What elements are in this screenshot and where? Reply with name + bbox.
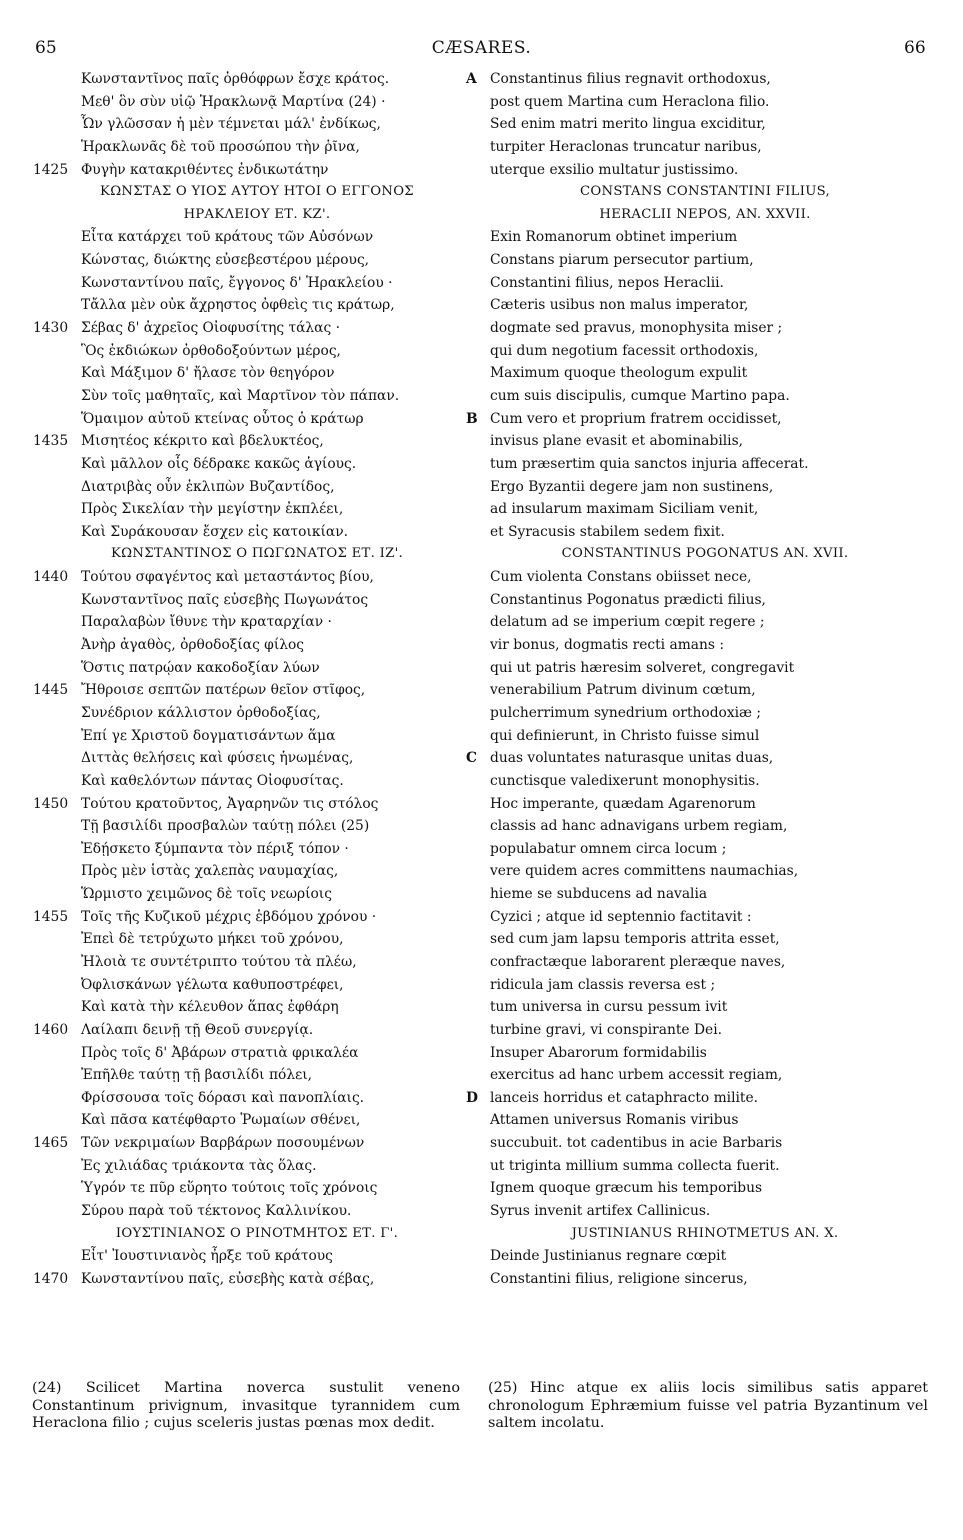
verse-line	[33, 1200, 473, 1223]
verse-line	[466, 589, 936, 612]
verse-line	[33, 679, 473, 702]
verse-line	[33, 385, 473, 408]
margin-letter: D	[466, 1089, 478, 1106]
section-heading: HERACLII NEPOS, AN. XXVII.	[599, 206, 811, 222]
line-text: Πρὸς μὲν ἱστὰς χαλεπὰς ναυμαχίας,	[81, 863, 339, 880]
verse-line	[466, 906, 936, 929]
line-text: Κώνστας, διώκτης εὐσεβεστέρου μέρους,	[81, 252, 370, 269]
verse-line	[33, 634, 473, 657]
line-text: venerabilium Patrum divinum cœtum,	[490, 682, 756, 699]
verse-line	[466, 1177, 936, 1200]
section-heading-line	[33, 1223, 473, 1246]
line-text: Κωνσταντῖνος παῖς εὐσεβὴς Πωγωνάτος	[81, 591, 369, 608]
latin-translation-column	[466, 68, 936, 1291]
line-text: Ὧν γλῶσσαν ἡ μὲν τέμνεται μάλ' ἐνδίκως,	[81, 116, 381, 133]
line-text: vere quidem acres committens naumachias,	[490, 863, 799, 880]
verse-line	[33, 430, 473, 453]
line-text: tum universa in cursu pessum ivit	[490, 999, 728, 1016]
verse-line	[33, 974, 473, 997]
verse-line	[466, 1268, 936, 1291]
line-text: Ἀνὴρ ἀγαθὸς, ὀρθοδοξίας φίλος	[81, 637, 305, 654]
line-text: Καὶ καθελόντων πάντας Οἰοφυσίτας.	[81, 772, 344, 789]
verse-line	[466, 1087, 936, 1110]
line-text: Καὶ πᾶσα κατέφθαρτο Ῥωμαίων σθένει,	[81, 1112, 361, 1129]
line-text: Σέβας δ' ἀχρεῖος Οἰοφυσίτης τάλας ·	[81, 320, 340, 337]
line-text: Συνέδριον κάλλιστον ὀρθοδοξίας,	[81, 704, 321, 721]
line-text: Καὶ μᾶλλον οἷς δέδρακε κακῶς ἁγίους.	[81, 455, 357, 472]
verse-line	[33, 68, 473, 91]
line-number: 1440	[33, 569, 69, 586]
verse-line	[33, 815, 473, 838]
line-text: Hoc imperante, quædam Agarenorum	[490, 795, 756, 812]
verse-line	[33, 249, 473, 272]
verse-line	[33, 453, 473, 476]
verse-line	[33, 611, 473, 634]
line-text: Deinde Justinianus regnare cœpit	[490, 1248, 727, 1265]
line-text: Ἐς χιλιάδας τριάκοντα τὰς ὅλας.	[81, 1157, 317, 1174]
line-text: dogmate sed pravus, monophysita miser ;	[490, 320, 783, 337]
verse-line	[33, 1155, 473, 1178]
verse-line	[33, 657, 473, 680]
line-text: Constantinus filius regnavit orthodoxus,	[490, 71, 771, 87]
line-text: Ἡρακλωνᾶς δὲ τοῦ προσώπου τὴν ῥῖνα,	[81, 138, 360, 155]
verse-line	[466, 747, 936, 770]
page-number-right: 66	[904, 38, 926, 58]
verse-line	[466, 272, 936, 295]
line-text: populabatur omnem circa locum ;	[490, 840, 727, 857]
section-heading: ΙΟΥΣΤΙΝΙΑΝΟΣ Ο ΡΙΝΟΤΜΗΤΟΣ ΕΤ. Γ'.	[115, 1225, 399, 1241]
verse-line	[466, 634, 936, 657]
line-text: qui definierunt, in Christo fuisse simul	[490, 727, 760, 744]
line-text: Καὶ Μάξιμον δ' ἤλασε τὸν θεηγόρον	[81, 365, 335, 382]
line-text: Διττὰς θελήσεις καὶ φύσεις ἡνωμένας,	[81, 750, 354, 767]
line-text: vir bonus, dogmatis recti amans :	[490, 637, 725, 654]
section-heading-line	[466, 543, 936, 566]
line-text: Τἄλλα μὲν οὐκ ἄχρηστος ὀφθεὶς τις κράτωρ,	[81, 297, 395, 314]
verse-line	[466, 793, 936, 816]
line-text: Ἐδῄσκετο ξύμπαντα τὸν πέριξ τόπον ·	[81, 840, 349, 857]
verse-line	[33, 702, 473, 725]
line-text: Κωνσταντίνου παῖς, ἔγγονος δ' Ἡρακλείου ·	[81, 274, 393, 291]
verse-line	[33, 793, 473, 816]
line-text: Σύρου παρὰ τοῦ τέκτονος Καλλινίκου.	[81, 1203, 352, 1220]
verse-line	[33, 1177, 473, 1200]
verse-line	[466, 294, 936, 317]
line-text: ut triginta millium summa collecta fuerit.	[490, 1157, 780, 1174]
section-heading-line	[33, 181, 473, 204]
verse-line	[466, 453, 936, 476]
verse-line	[466, 815, 936, 838]
line-text: invisus plane evasit et abominabilis,	[490, 433, 744, 450]
verse-line	[33, 1132, 473, 1155]
line-text: Παραλαβὼν ἴθυνε τὴν κραταρχίαν ·	[81, 614, 332, 631]
verse-line	[466, 974, 936, 997]
section-heading: ΚΩΝΣΤΑΣ Ο ΥΙΟΣ ΑΥΤΟΥ ΗΤΟΙ Ο ΕΓΓΟΝΟΣ	[100, 184, 414, 200]
line-number: 1450	[33, 795, 69, 812]
line-text: Τῇ βασιλίδι προσβαλὼν ταύτῃ πόλει (25)	[81, 818, 370, 835]
line-text: delatum ad se imperium cœpit regere ;	[490, 614, 765, 631]
verse-line	[33, 1109, 473, 1132]
running-title: CÆSARES.	[431, 38, 532, 58]
verse-line	[466, 362, 936, 385]
verse-line	[466, 249, 936, 272]
section-heading: ΚΩΝΣΤΑΝΤΙΝΟΣ Ο ΠΩΓΩΝΑΤΟΣ ΕΤ. ΙΖ'.	[111, 546, 403, 562]
verse-line	[466, 1132, 936, 1155]
verse-line	[33, 1019, 473, 1042]
footnote-25: (25) Hinc atque ex aliis locis similibus satis apparet chronologum Ephræmium fuisse vel patria Byzantinum vel saltem incolatu.	[488, 1380, 928, 1431]
line-text: Cum vero et proprium fratrem occidisset,	[490, 410, 782, 427]
line-number: 1465	[33, 1135, 69, 1152]
verse-line	[33, 340, 473, 363]
line-text: Πρὸς Σικελίαν τὴν μεγίστην ἐκπλέει,	[81, 501, 344, 518]
verse-line	[33, 113, 473, 136]
line-text: Τῶν νεκριμαίων Βαρβάρων ποσουμένων	[81, 1135, 365, 1152]
verse-line	[33, 1064, 473, 1087]
line-text: Εἶτα κατάρχει τοῦ κράτους τῶν Αὐσόνων	[81, 229, 374, 246]
line-number: 1455	[33, 908, 69, 925]
line-text: Cum violenta Constans obiisset nece,	[490, 569, 752, 586]
line-text: Syrus invenit artifex Callinicus.	[490, 1203, 711, 1220]
verse-line	[33, 951, 473, 974]
line-text: Ἤθροισε σεπτῶν πατέρων θεῖον στῖφος,	[81, 682, 366, 699]
line-text: uterque exsilio multatur justissimo.	[490, 161, 739, 178]
verse-line	[466, 928, 936, 951]
verse-line	[466, 1245, 936, 1268]
line-text: pulcherrimum synedrium orthodoxiæ ;	[490, 704, 762, 721]
line-number: 1430	[33, 320, 69, 337]
line-text: Ὀφλισκάνων γέλωτα καθυποστρέφει,	[81, 976, 344, 993]
line-text: cum suis discipulis, cumque Martino papa.	[490, 387, 790, 404]
verse-line	[466, 521, 936, 544]
verse-line	[33, 1268, 473, 1291]
line-text: hieme se subducens ad navalia	[490, 886, 708, 903]
verse-line	[466, 566, 936, 589]
section-heading: ΗΡΑΚΛΕΙΟΥ ΕΤ. ΚΖ'.	[183, 206, 331, 222]
line-text: Ἐπῆλθε ταύτῃ τῇ βασιλίδι πόλει,	[81, 1067, 313, 1084]
section-heading-line	[33, 543, 473, 566]
section-heading-line	[466, 181, 936, 204]
line-text: exercitus ad hanc urbem accessit regiam,	[490, 1067, 783, 1084]
verse-line	[33, 860, 473, 883]
verse-line	[466, 498, 936, 521]
line-text: sed cum jam lapsu temporis attrita esset,	[490, 931, 780, 948]
verse-line	[33, 521, 473, 544]
verse-line	[466, 68, 936, 91]
line-text: qui dum negotium facessit orthodoxis,	[490, 342, 759, 359]
verse-line	[466, 679, 936, 702]
line-text: ridicula jam classis reversa est ;	[490, 976, 716, 993]
line-text: Σὺν τοῖς μαθηταῖς, καὶ Μαρτῖνον τὸν πάπαν.	[81, 387, 400, 404]
verse-line	[466, 159, 936, 182]
line-text: Καὶ Συράκουσαν ἔσχεν εἰς κατοικίαν.	[81, 523, 348, 540]
verse-line	[466, 408, 936, 431]
line-number: 1460	[33, 1021, 69, 1038]
verse-line	[466, 611, 936, 634]
verse-line	[33, 1087, 473, 1110]
line-text: Μεθ' ὃν σὺν υἱῷ Ἡρακλωνᾷ Μαρτίνα (24) ·	[81, 93, 386, 110]
line-text: Ὥρμιστο χειμῶνος δὲ τοῖς νεωρίοις	[81, 886, 332, 903]
line-text: Constantinus Pogonatus prædicti filius,	[490, 591, 766, 608]
line-text: Ergo Byzantii degere jam non sustinens,	[490, 478, 774, 495]
verse-line	[33, 362, 473, 385]
verse-line	[466, 226, 936, 249]
verse-line	[466, 725, 936, 748]
verse-line	[33, 906, 473, 929]
line-text: Constantini filius, religione sincerus,	[490, 1270, 748, 1287]
verse-line	[466, 1200, 936, 1223]
line-text: Ἐπεὶ δὲ τετρύχωτο μήκει τοῦ χρόνου,	[81, 931, 344, 948]
line-text: Φρίσσουσα τοῖς δόρασι καὶ πανοπλίαις.	[81, 1089, 365, 1106]
line-text: Exin Romanorum obtinet imperium	[490, 229, 738, 246]
line-number: 1435	[33, 433, 69, 450]
verse-line	[466, 476, 936, 499]
line-text: Τοῖς τῆς Κυζικοῦ μέχρις ἑβδόμου χρόνου ·	[81, 908, 377, 925]
verse-line	[33, 1245, 473, 1268]
line-text: Κωνσταντίνου παῖς, εὐσεβὴς κατὰ σέβας,	[81, 1270, 375, 1287]
verse-line	[466, 883, 936, 906]
line-text: Φυγὴν κατακριθέντες ἐνδικωτάτην	[81, 161, 329, 178]
verse-line	[466, 317, 936, 340]
verse-line	[466, 430, 936, 453]
verse-line	[33, 996, 473, 1019]
section-heading: CONSTANS CONSTANTINI FILIUS,	[580, 184, 830, 200]
verse-line	[33, 476, 473, 499]
verse-line	[466, 1155, 936, 1178]
verse-line	[33, 566, 473, 589]
section-heading-line	[33, 204, 473, 227]
verse-line	[33, 159, 473, 182]
line-text: confractæque laborarent pleræque naves,	[490, 953, 786, 970]
verse-line	[466, 657, 936, 680]
line-text: Constantini filius, nepos Heraclii.	[490, 274, 724, 291]
verse-line	[466, 136, 936, 159]
line-text: ad insularum maximam Siciliam venit,	[490, 501, 759, 518]
line-text: turbine gravi, vi conspirante Dei.	[490, 1021, 723, 1038]
line-text: Cyzici ; atque id septennio factitavit :	[490, 908, 752, 925]
verse-line	[33, 747, 473, 770]
line-text: Ἠλοιὰ τε συντέτριπτο τούτου τὰ πλέω,	[81, 953, 357, 970]
line-text: Εἶτ' Ἰουστινιανὸς ἦρξε τοῦ κράτους	[81, 1248, 333, 1265]
line-text: Πρὸς τοῖς δ' Ἀβάρων στρατιὰ φρικαλέα	[81, 1044, 359, 1061]
section-heading-line	[466, 204, 936, 227]
line-text: Maximum quoque theologum expulit	[490, 365, 748, 382]
line-text: cunctisque valedixerunt monophysitis.	[490, 772, 760, 789]
verse-line	[33, 294, 473, 317]
line-text: Constans piarum persecutor partium,	[490, 252, 754, 269]
verse-line	[466, 838, 936, 861]
verse-line	[33, 589, 473, 612]
verse-line	[466, 996, 936, 1019]
line-text: succubuit. tot cadentibus in acie Barbaris	[490, 1135, 783, 1152]
footnote-24: (24) Scilicet Martina noverca sustulit veneno Constantinum privignum, invasitque tyrannidem cum Heraclona filio ; cujus sceleris justas pœnas mox dedit.	[32, 1380, 460, 1431]
verse-line	[33, 725, 473, 748]
line-text: et Syracusis stabilem sedem fixit.	[490, 523, 725, 540]
section-heading-line	[466, 1223, 936, 1246]
verse-line	[33, 1042, 473, 1065]
margin-letter: A	[466, 71, 477, 87]
greek-verse-column	[33, 68, 473, 1291]
line-text: Ὑγρόν τε πῦρ εὕρητο τούτοις τοῖς χρόνοις	[81, 1180, 378, 1197]
verse-line	[33, 226, 473, 249]
verse-line	[466, 1019, 936, 1042]
verse-line	[33, 770, 473, 793]
section-heading: JUSTINIANUS RHINOTMETUS AN. X.	[571, 1225, 839, 1241]
line-text: Κωνσταντῖνος παῖς ὀρθόφρων ἔσχε κράτος.	[81, 71, 390, 87]
line-text: qui ut patris hæresim solveret, congregavit	[490, 659, 795, 676]
line-text: Λαίλαπι δεινῇ τῇ Θεοῦ συνεργίᾳ.	[81, 1021, 314, 1038]
margin-letter: B	[466, 410, 478, 427]
verse-line	[33, 272, 473, 295]
verse-line	[33, 838, 473, 861]
line-text: Διατριβὰς οὖν ἐκλιπὼν Βυζαντίδος,	[81, 478, 335, 495]
verse-line	[33, 883, 473, 906]
line-text: Τούτου σφαγέντος καὶ μεταστάντος βίου,	[81, 569, 374, 586]
verse-line	[33, 317, 473, 340]
line-text: post quem Martina cum Heraclona filio.	[490, 93, 770, 110]
line-number: 1425	[33, 161, 69, 178]
line-text: duas voluntates naturasque unitas duas,	[490, 750, 774, 767]
verse-line	[466, 860, 936, 883]
line-text: Ἐπί γε Χριστοῦ δογματισάντων ἅμα	[81, 727, 336, 744]
line-text: lanceis horridus et cataphracto milite.	[490, 1089, 759, 1106]
margin-letter: C	[466, 750, 477, 767]
line-text: Ὅστις πατρῴαν κακοδοξίαν λύων	[81, 659, 320, 676]
verse-line	[33, 408, 473, 431]
line-text: Μισητέος κέκριτο καὶ βδελυκτέος,	[81, 433, 324, 450]
line-text: Ignem quoque græcum his temporibus	[490, 1180, 763, 1197]
verse-line	[33, 136, 473, 159]
verse-line	[466, 340, 936, 363]
line-text: classis ad hanc adnavigans urbem regiam,	[490, 818, 788, 835]
verse-line	[466, 113, 936, 136]
verse-line	[33, 928, 473, 951]
line-text: tum præsertim quia sanctos injuria affecerat.	[490, 455, 809, 472]
line-text: Καὶ κατὰ τὴν κέλευθον ἅπας ἐφθάρη	[81, 999, 339, 1016]
verse-line	[33, 498, 473, 521]
verse-line	[466, 702, 936, 725]
line-text: Τούτου κρατοῦντος, Ἀγαρηνῶν τις στόλος	[81, 795, 379, 812]
page-number-left: 65	[35, 38, 57, 58]
verse-line	[466, 951, 936, 974]
line-text: Cæteris usibus non malus imperator,	[490, 297, 749, 314]
line-number: 1470	[33, 1270, 69, 1287]
line-text: Ὃς ἐκδιώκων ὀρθοδοξούντων μέρος,	[81, 342, 341, 359]
verse-line	[466, 91, 936, 114]
verse-line	[466, 1042, 936, 1065]
verse-line	[466, 1109, 936, 1132]
verse-line	[466, 385, 936, 408]
line-text: Sed enim matri merito lingua exciditur,	[490, 116, 766, 133]
verse-line	[33, 91, 473, 114]
line-text: Insuper Abarorum formidabilis	[490, 1044, 707, 1061]
verse-line	[466, 770, 936, 793]
line-text: turpiter Heraclonas truncatur naribus,	[490, 138, 762, 155]
verse-line	[466, 1064, 936, 1087]
line-text: Attamen universus Romanis viribus	[490, 1112, 739, 1129]
line-number: 1445	[33, 682, 69, 699]
section-heading: CONSTANTINUS POGONATUS AN. XVII.	[561, 546, 849, 562]
line-text: Ὅμαιμον αὐτοῦ κτείνας οὗτος ὁ κράτωρ	[81, 410, 364, 427]
